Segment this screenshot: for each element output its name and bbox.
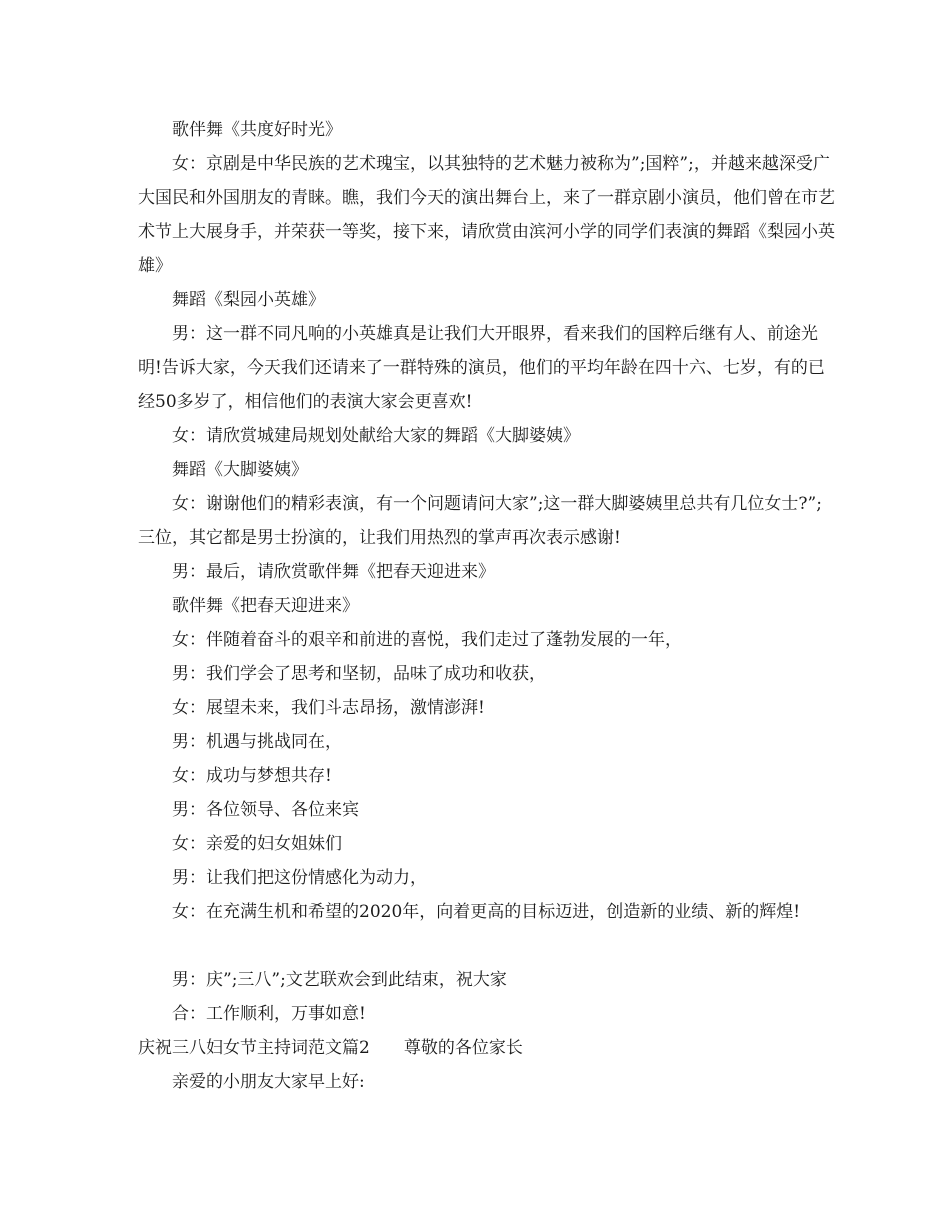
paragraph-male-3: 男：各位领导、各位来宾	[172, 800, 359, 820]
paragraph-male-4: 男：让我们把这份情感化为动力，	[172, 868, 427, 888]
paragraph-female-2: 女：展望未来，我们斗志昂扬，激情澎湃!	[172, 698, 485, 718]
paragraph-female-invite-dance: 女：请欣赏城建局规划处献给大家的舞蹈《大脚婆姨》	[172, 426, 580, 446]
paragraph-female-1: 女：伴随着奋斗的艰辛和前进的喜悦，我们走过了蓬勃发展的一年，	[172, 630, 682, 650]
paragraph-female-3: 女：成功与梦想共存!	[172, 766, 332, 786]
paragraph-male-closing: 男：庆”;三八”;文艺联欢会到此结束，祝大家	[172, 970, 507, 990]
paragraph-song-dance-title-2: 歌伴舞《把春天迎进来》	[172, 596, 359, 616]
paragraph-section-heading: 庆祝三八妇女节主持词范文篇2 尊敬的各位家长	[138, 1038, 523, 1058]
paragraph-together: 合：工作顺利，万事如意!	[172, 1004, 366, 1024]
paragraph-male-finally: 男：最后，请欣赏歌伴舞《把春天迎进来》	[172, 562, 495, 582]
paragraph-female-4: 女：亲爱的妇女姐妹们	[172, 834, 342, 854]
paragraph-female-thanks-question: 女：谢谢他们的精彩表演，有一个问题请问大家”;这一群大脚婆姨里总共有几位女士?”;三位，其它都是男士扮演的，让我们用热烈的掌声再次表示感谢!	[138, 494, 822, 548]
paragraph-song-dance-title-1: 歌伴舞《共度好时光》	[172, 120, 342, 140]
paragraph-dance-title-1: 舞蹈《梨园小英雄》	[172, 290, 325, 310]
paragraph-male-1: 男：我们学会了思考和坚韧，品味了成功和收获，	[172, 664, 546, 684]
paragraph-dance-title-2: 舞蹈《大脚婆姨》	[172, 460, 308, 480]
paragraph-female-5: 女：在充满生机和希望的2020年，向着更高的目标迈进，创造新的业绩、新的辉煌!	[172, 902, 801, 922]
paragraph-male-little-heroes: 男：这一群不同凡响的小英雄真是让我们大开眼界，看来我们的国粹后继有人、前途光明!告诉大家，今天我们还请来了一群特殊的演员，他们的平均年龄在四十六、七岁，有的已经50多岁了，相信他们的表演大家会更喜欢!	[138, 324, 825, 412]
paragraph-male-2: 男：机遇与挑战同在，	[172, 732, 342, 752]
paragraph-greeting: 亲爱的小朋友大家早上好:	[172, 1072, 365, 1092]
paragraph-female-peking-opera: 女：京剧是中华民族的艺术瑰宝，以其独特的艺术魅力被称为”;国粹”;，并越来越深受广大国民和外国朋友的青睐。瞧，我们今天的演出舞台上，来了一群京剧小演员，他们曾在市艺术节上大展身手，并荣获一等奖，接下来，请欣赏由滨河小学的同学们表演的舞蹈《梨园小英雄》	[138, 154, 835, 276]
